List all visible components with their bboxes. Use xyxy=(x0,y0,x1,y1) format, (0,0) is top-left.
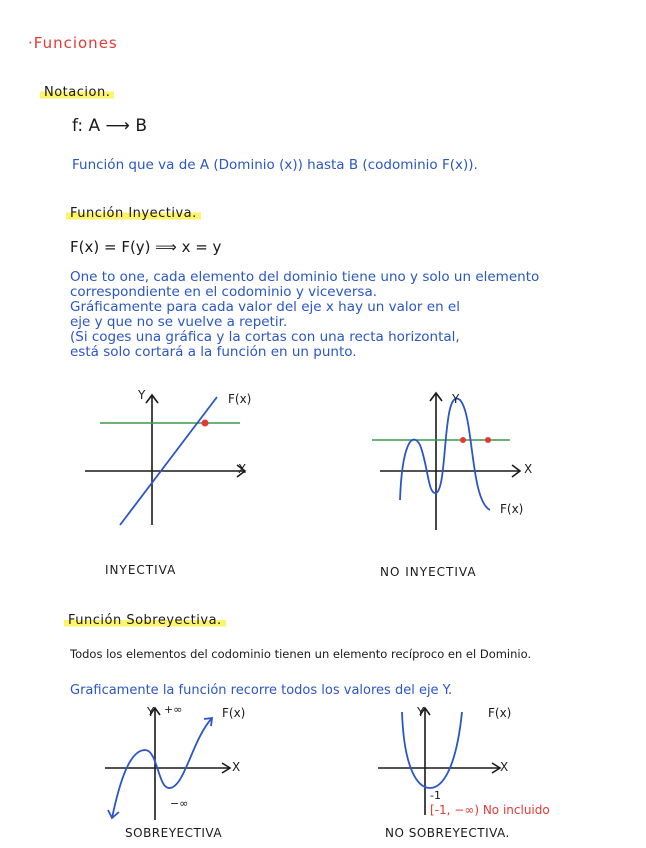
notacion-heading xyxy=(40,85,114,100)
function-curve xyxy=(120,397,217,525)
inyectiva-formula: F(x) = F(y) ⟹ x = y xyxy=(70,238,222,256)
graph-inyectiva xyxy=(80,385,260,535)
inyectiva-line-1: One to one, cada elemento del dominio tiene uno y solo un elemento xyxy=(70,269,540,285)
graph-no-inyectiva-y-label: Y xyxy=(452,392,460,406)
graph-sobreyectiva-plus-inf: +∞ xyxy=(164,703,183,716)
graph-no-sobreyectiva-range-note: [-1, −∞) No incluido xyxy=(430,803,550,817)
graph-inyectiva-caption: INYECTIVA xyxy=(105,563,177,577)
graph-sobreyectiva-y-label: Y xyxy=(147,705,155,719)
graph-sobreyectiva-x-label: X xyxy=(232,760,241,774)
graph-sobreyectiva-minus-inf: −∞ xyxy=(170,797,189,810)
notacion-description: Función que va de A (Dominio (x)) hasta B (codominio F(x)). xyxy=(72,157,478,173)
notacion-formula: f: A ⟶ B xyxy=(72,116,147,136)
graph-no-inyectiva-x-label: X xyxy=(524,462,533,476)
function-curve xyxy=(402,712,462,788)
inyectiva-line-4: eje y que no se vuelve a repetir. xyxy=(70,314,288,330)
notacion-heading-text: Notacion. xyxy=(40,85,114,100)
graph-sobreyectiva-caption: SOBREYECTIVA xyxy=(125,826,223,840)
graph-sobreyectiva-f-label: F(x) xyxy=(222,706,246,720)
sobreyectiva-line-1: Todos los elementos del codominio tienen un elemento recíproco en el Dominio. xyxy=(70,647,532,661)
graph-inyectiva-f-label: F(x) xyxy=(228,392,252,406)
graph-no-sobreyectiva-y-label: Y xyxy=(417,705,425,719)
page-title: ·Funciones xyxy=(28,34,118,52)
graph-no-sobreyectiva-min-label: -1 xyxy=(430,789,441,802)
graph-no-sobreyectiva-x-label: X xyxy=(500,760,509,774)
graph-inyectiva-x-label: X xyxy=(238,462,247,476)
sobreyectiva-heading xyxy=(64,613,226,628)
sobreyectiva-heading-text: Función Sobreyectiva. xyxy=(64,613,226,628)
sobreyectiva-line-2: Graficamente la función recorre todos los valores del eje Y. xyxy=(70,683,453,698)
inyectiva-paragraph xyxy=(70,270,539,360)
inyectiva-line-5: (Si coges una gráfica y la cortas con una recta horizontal, xyxy=(70,329,460,345)
graph-no-inyectiva-f-label: F(x) xyxy=(500,502,524,516)
intersection-point xyxy=(202,420,209,427)
graph-no-sobreyectiva-f-label: F(x) xyxy=(488,706,512,720)
inyectiva-line-3: Gráficamente para cada valor del eje x hay un valor en el xyxy=(70,299,460,315)
inyectiva-heading xyxy=(66,206,201,221)
inyectiva-line-6: está solo cortará a la función en un punto. xyxy=(70,344,357,360)
graph-inyectiva-y-label: Y xyxy=(138,388,146,402)
graph-no-sobreyectiva-caption: NO SOBREYECTIVA. xyxy=(385,826,510,840)
graph-no-inyectiva-caption: NO INYECTIVA xyxy=(380,565,477,579)
inyectiva-line-2: correspondiente en el codominio y viceversa. xyxy=(70,284,378,300)
function-curve xyxy=(400,399,490,510)
intersection-point-2 xyxy=(485,437,491,443)
inyectiva-heading-text: Función Inyectiva. xyxy=(66,206,201,221)
intersection-point-1 xyxy=(460,437,466,443)
